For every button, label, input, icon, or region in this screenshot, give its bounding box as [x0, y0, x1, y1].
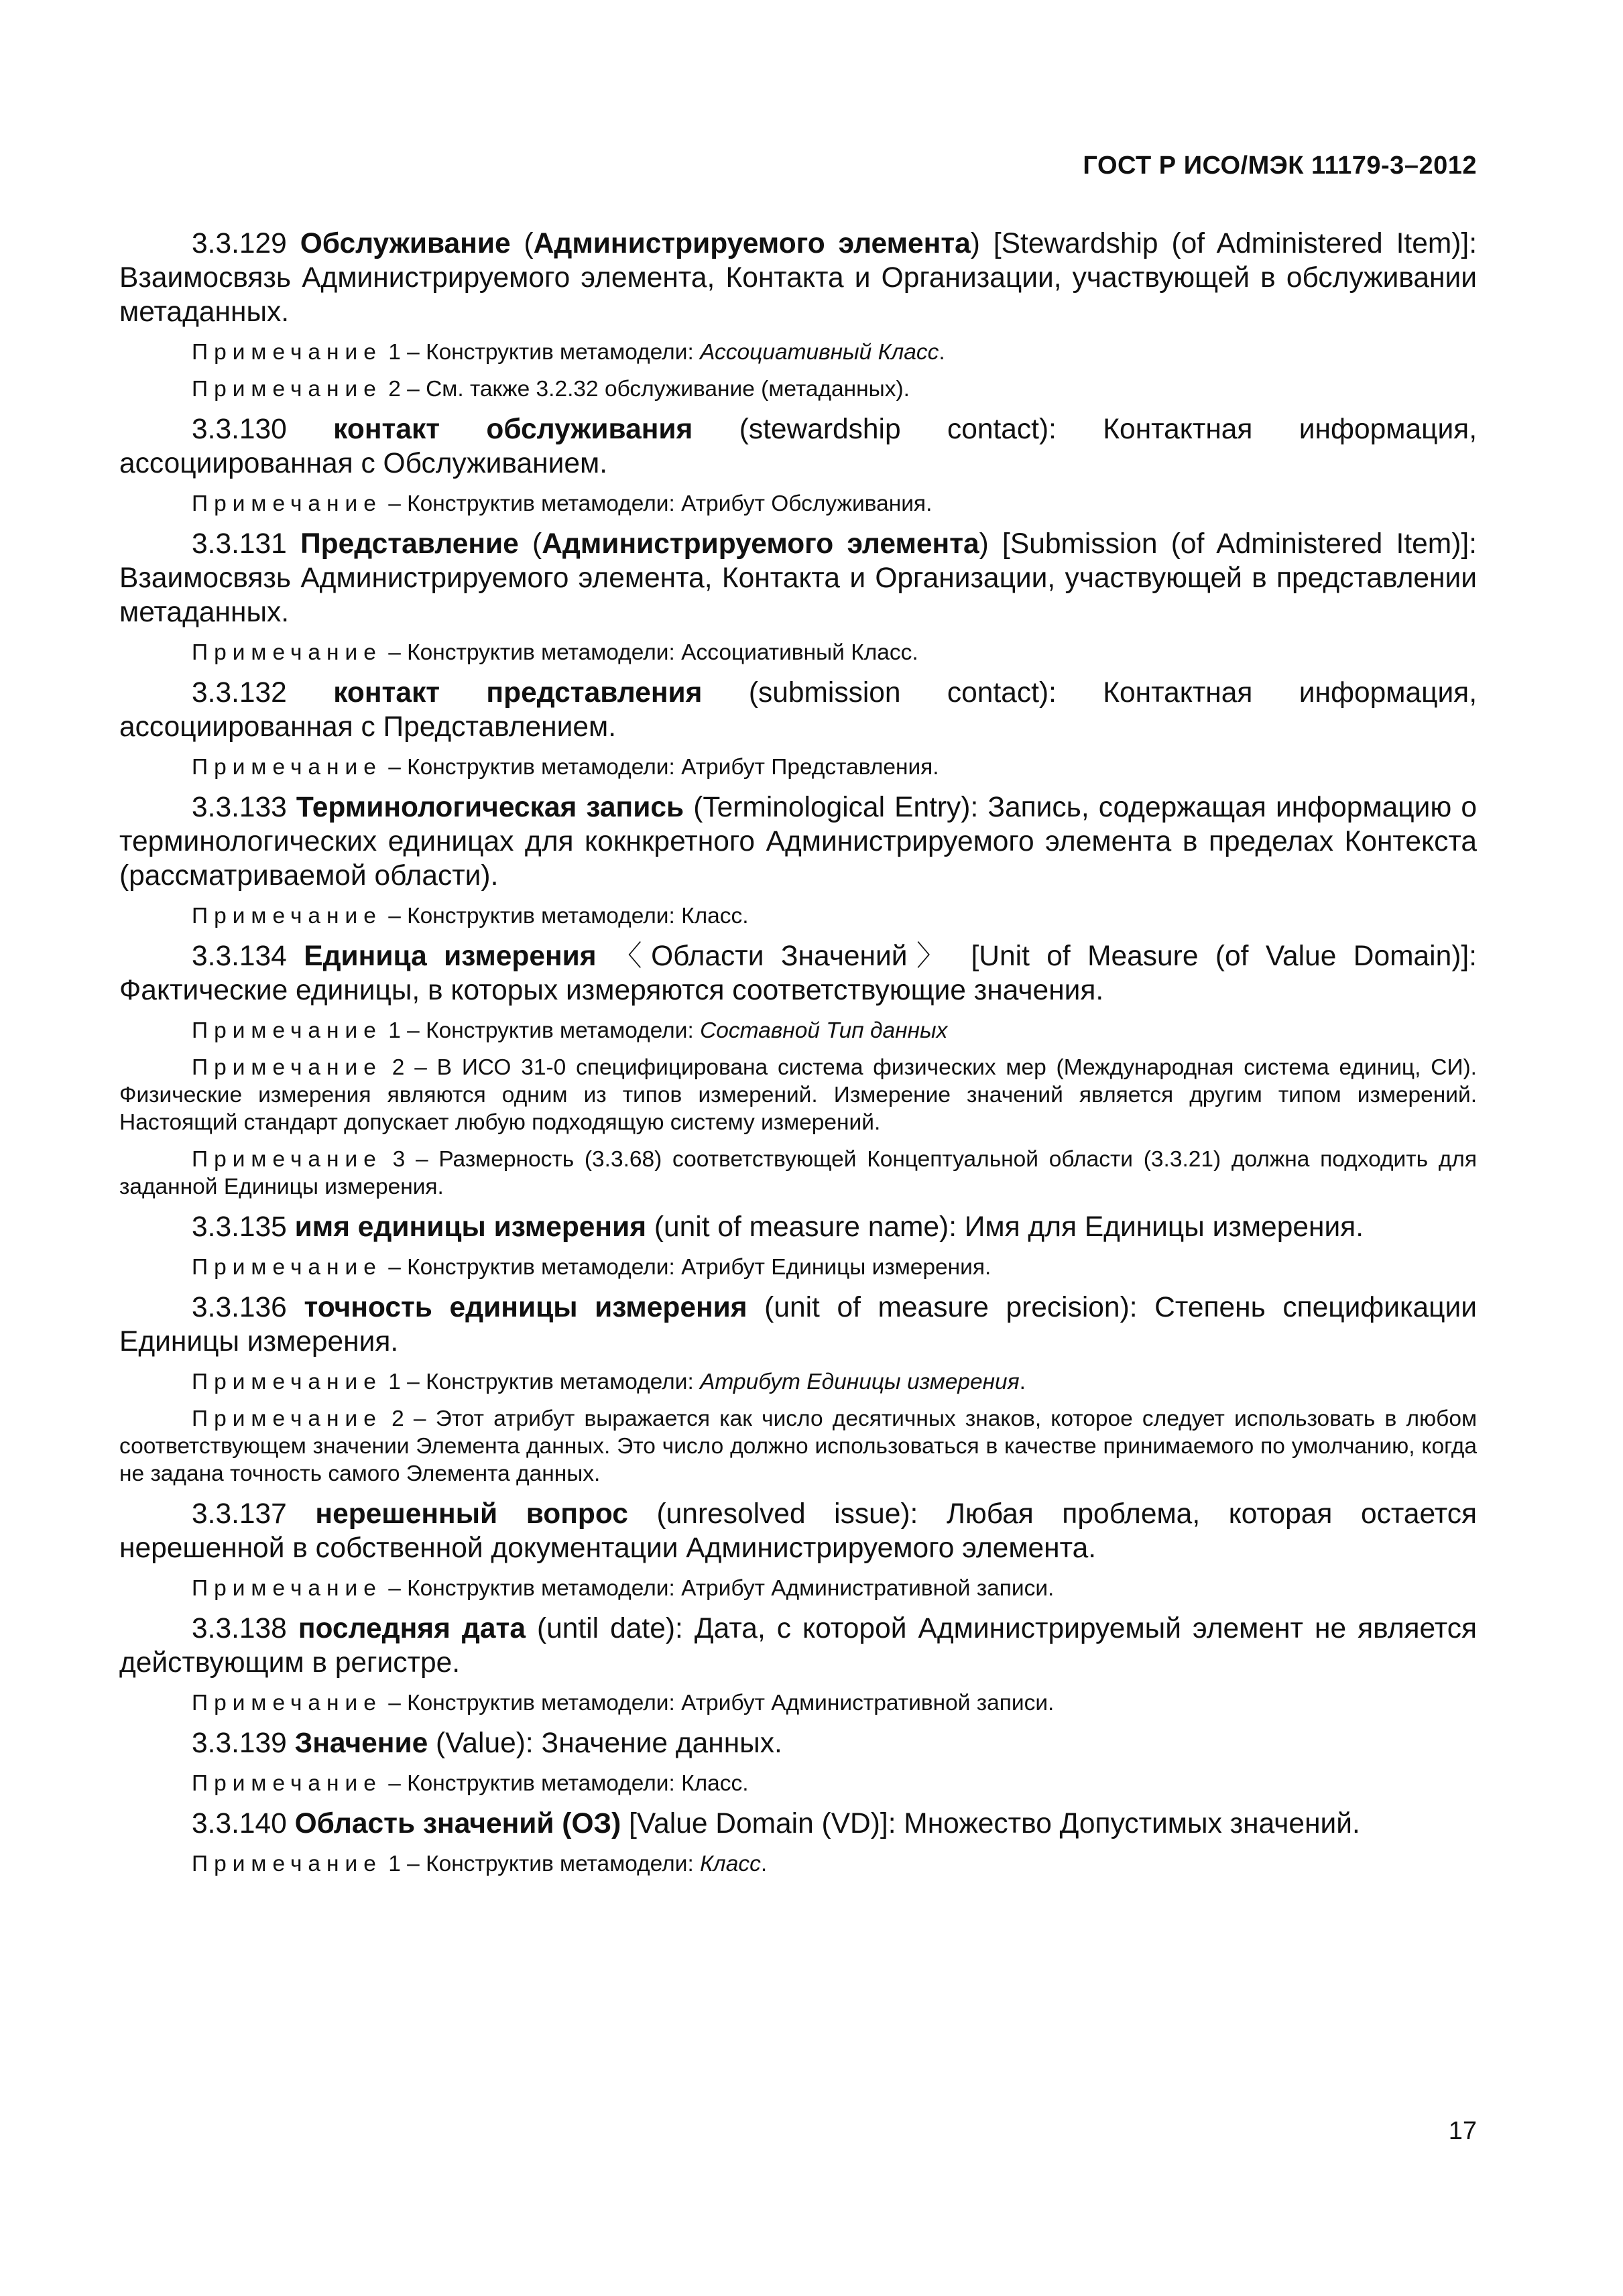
term-entry [119, 527, 1477, 629]
note-text: – Конструктив метамодели: Атрибут Единицы измерения. [381, 1255, 991, 1280]
term-number: 3.3.129 [192, 228, 287, 259]
term-note [119, 339, 1477, 366]
term-entry [119, 1290, 1477, 1359]
note-number: 1 [381, 340, 401, 365]
note-number: 1 [381, 1370, 401, 1394]
term-note [119, 1850, 1477, 1878]
term-name: Значение [294, 1728, 428, 1759]
term-number: 3.3.132 [192, 677, 287, 709]
note-label: Примечание [192, 1691, 382, 1715]
term-definition: (Terminological Entry): Запись, содержащая информацию о терминологических единицах для кокнкретного Администрируемого элемента в пределах Контекста (рассматриваемой области). [119, 792, 1477, 892]
note-italic-text: Составной Тип данных [700, 1018, 948, 1043]
note-text: – Размерность (3.3.68) соответствующей Концептуальной области (3.3.21) должна подходить для заданной Единицы измерения. [119, 1147, 1477, 1199]
term-note [119, 753, 1477, 781]
term-definition: [Stewardship (of Administered Item)]: Взаимосвязь Администрируемого элемента, Контакта и Организации, участвующей в обслуживании метаданных. [119, 228, 1477, 328]
note-label: Примечание [192, 640, 382, 665]
term-note [119, 1689, 1477, 1717]
term-note [119, 1405, 1477, 1488]
note-label: Примечание [192, 1852, 382, 1876]
term-name: имя единицы измерения [294, 1211, 647, 1243]
term-number: 3.3.139 [192, 1728, 287, 1759]
standard-header: ГОСТ Р ИСО/МЭК 11179-3–2012 [1083, 152, 1477, 180]
note-number: 3 [381, 1147, 406, 1172]
note-label: Примечание [192, 755, 382, 780]
note-label: Примечание [192, 1055, 382, 1080]
term-definition: (unit of measure name): Имя для Единицы измерения. [646, 1211, 1364, 1243]
term-number: 3.3.140 [192, 1808, 287, 1839]
note-label: Примечание [192, 1255, 382, 1280]
term-name: контакт обслуживания [333, 414, 693, 445]
note-text: – Конструктив метамодели: Ассоциативный Класс. [381, 640, 918, 665]
qualifier-open: ( [510, 228, 534, 259]
term-entry [119, 1807, 1477, 1841]
note-label: Примечание [192, 1018, 382, 1043]
term-definition: [Value Domain (VD)]: Множество Допустимых значений. [621, 1808, 1360, 1839]
term-name: точность единицы измерения [304, 1292, 747, 1323]
note-text: – Конструктив метамодели: Класс. [381, 904, 749, 928]
term-name: контакт представления [333, 677, 703, 709]
term-name: последняя дата [298, 1613, 526, 1644]
term-definition: [Submission (of Administered Item)]: Взаимосвязь Администрируемого элемента, Контакта и Организации, участвующей в представлении метаданных. [119, 528, 1477, 628]
term-number: 3.3.138 [192, 1613, 287, 1644]
term-note [119, 490, 1477, 518]
term-number: 3.3.136 [192, 1292, 287, 1323]
term-definition: 〈Области Значений〉 [Unit of Measure (of Value Domain)]: Фактические единицы, в которых измеряются соответствующие значения. [119, 941, 1477, 1006]
term-note [119, 639, 1477, 666]
note-number: 1 [381, 1852, 401, 1876]
term-name: Представление [300, 528, 519, 560]
note-label: Примечание [192, 904, 382, 928]
term-number: 3.3.135 [192, 1211, 287, 1243]
term-definition: (until date): Дата, с которой Администрируемый элемент не является действующим в регистре. [119, 1613, 1478, 1679]
term-note [119, 1368, 1477, 1396]
note-text: – В ИСО 31-0 специфицирована система физических мер (Международная система единиц, СИ). Физические измерения являются одним из типов измерений. Измерение значений является другим типом измерений. Настоящий стандарт допускает любую подходящую систему измерений. [119, 1055, 1477, 1135]
page-number: 17 [1448, 2117, 1477, 2145]
qualifier-open: ( [518, 528, 542, 560]
term-entry [119, 412, 1477, 481]
note-number: 2 [381, 1406, 404, 1431]
term-entry [119, 1497, 1477, 1565]
term-definition: (submission contact): Контактная информация, ассоциированная с Представлением. [119, 677, 1478, 743]
document-page [119, 0, 1477, 2296]
term-note [119, 1054, 1477, 1136]
term-name: нерешенный вопрос [315, 1498, 628, 1530]
note-text: – Конструктив метамодели: [400, 340, 701, 365]
note-text: – Конструктив метамодели: Класс. [381, 1771, 749, 1796]
note-label: Примечание [192, 377, 382, 402]
note-italic-text: Ассоциативный Класс [700, 340, 939, 365]
qualifier-close: ) [970, 228, 980, 259]
note-tail: . [760, 1852, 768, 1876]
term-number: 3.3.134 [192, 941, 287, 972]
term-entry [119, 227, 1477, 329]
term-entry [119, 1612, 1477, 1680]
term-note [119, 1146, 1477, 1201]
term-name: Единица измерения [304, 941, 597, 972]
note-number: 2 [381, 1055, 405, 1080]
term-number: 3.3.131 [192, 528, 287, 560]
terms-list [119, 227, 1477, 1887]
note-italic-text: Атрибут Единицы измерения [700, 1370, 1020, 1394]
term-note [119, 902, 1477, 930]
note-number: 2 [381, 377, 401, 402]
note-text: – Конструктив метамодели: Атрибут Административной записи. [381, 1576, 1055, 1601]
term-entry [119, 1726, 1477, 1760]
note-label: Примечание [192, 340, 382, 365]
term-note [119, 375, 1477, 403]
term-name: Область значений (ОЗ) [294, 1808, 621, 1839]
qualifier-close: ) [979, 528, 989, 560]
term-definition: (unresolved issue): Любая проблема, которая остается нерешенной в собственной документации Администрируемого элемента. [119, 1498, 1477, 1564]
term-note [119, 1017, 1477, 1044]
term-definition: (stewardship contact): Контактная информация, ассоциированная с Обслуживанием. [119, 414, 1478, 479]
note-text: – Конструктив метамодели: Атрибут Представления. [381, 755, 939, 780]
term-entry [119, 939, 1477, 1008]
note-label: Примечание [192, 1576, 382, 1601]
term-entry [119, 1210, 1477, 1244]
term-note [119, 1770, 1477, 1797]
note-text: – Этот атрибут выражается как число десятичных знаков, которое следует использовать в любом соответствующем значении Элемента данных. Это число должно использоваться в качестве принимаемого по умолчанию, когда не задана точность самого Элемента данных. [119, 1406, 1477, 1486]
term-number: 3.3.133 [192, 792, 287, 823]
note-label: Примечание [192, 1370, 382, 1394]
note-label: Примечание [192, 1771, 382, 1796]
note-text: – Конструктив метамодели: Атрибут Обслуживания. [381, 491, 933, 516]
term-note [119, 1254, 1477, 1281]
term-note [119, 1575, 1477, 1602]
note-tail: . [939, 340, 945, 365]
note-text: – См. также 3.2.32 обслуживание (метаданных). [400, 377, 910, 402]
note-italic-text: Класс [700, 1852, 761, 1876]
note-label: Примечание [192, 1406, 382, 1431]
note-text: – Конструктив метамодели: [400, 1852, 701, 1876]
term-qualifier: Администрируемого элемента [533, 228, 971, 259]
term-number: 3.3.130 [192, 414, 287, 445]
term-entry [119, 790, 1477, 893]
term-definition: (Value): Значение данных. [428, 1728, 782, 1759]
term-entry [119, 676, 1477, 744]
note-number: 1 [381, 1018, 401, 1043]
term-name: Обслуживание [300, 228, 511, 259]
term-qualifier: Администрируемого элемента [542, 528, 979, 560]
note-text: – Конструктив метамодели: [400, 1370, 701, 1394]
term-definition: (unit of measure precision): Степень спецификации Единицы измерения. [119, 1292, 1478, 1357]
note-label: Примечание [192, 1147, 382, 1172]
note-label: Примечание [192, 491, 382, 516]
note-tail: . [1019, 1370, 1026, 1394]
note-text: – Конструктив метамодели: [400, 1018, 701, 1043]
term-name: Терминологическая запись [296, 792, 684, 823]
note-text: – Конструктив метамодели: Атрибут Административной записи. [381, 1691, 1055, 1715]
term-number: 3.3.137 [192, 1498, 287, 1530]
